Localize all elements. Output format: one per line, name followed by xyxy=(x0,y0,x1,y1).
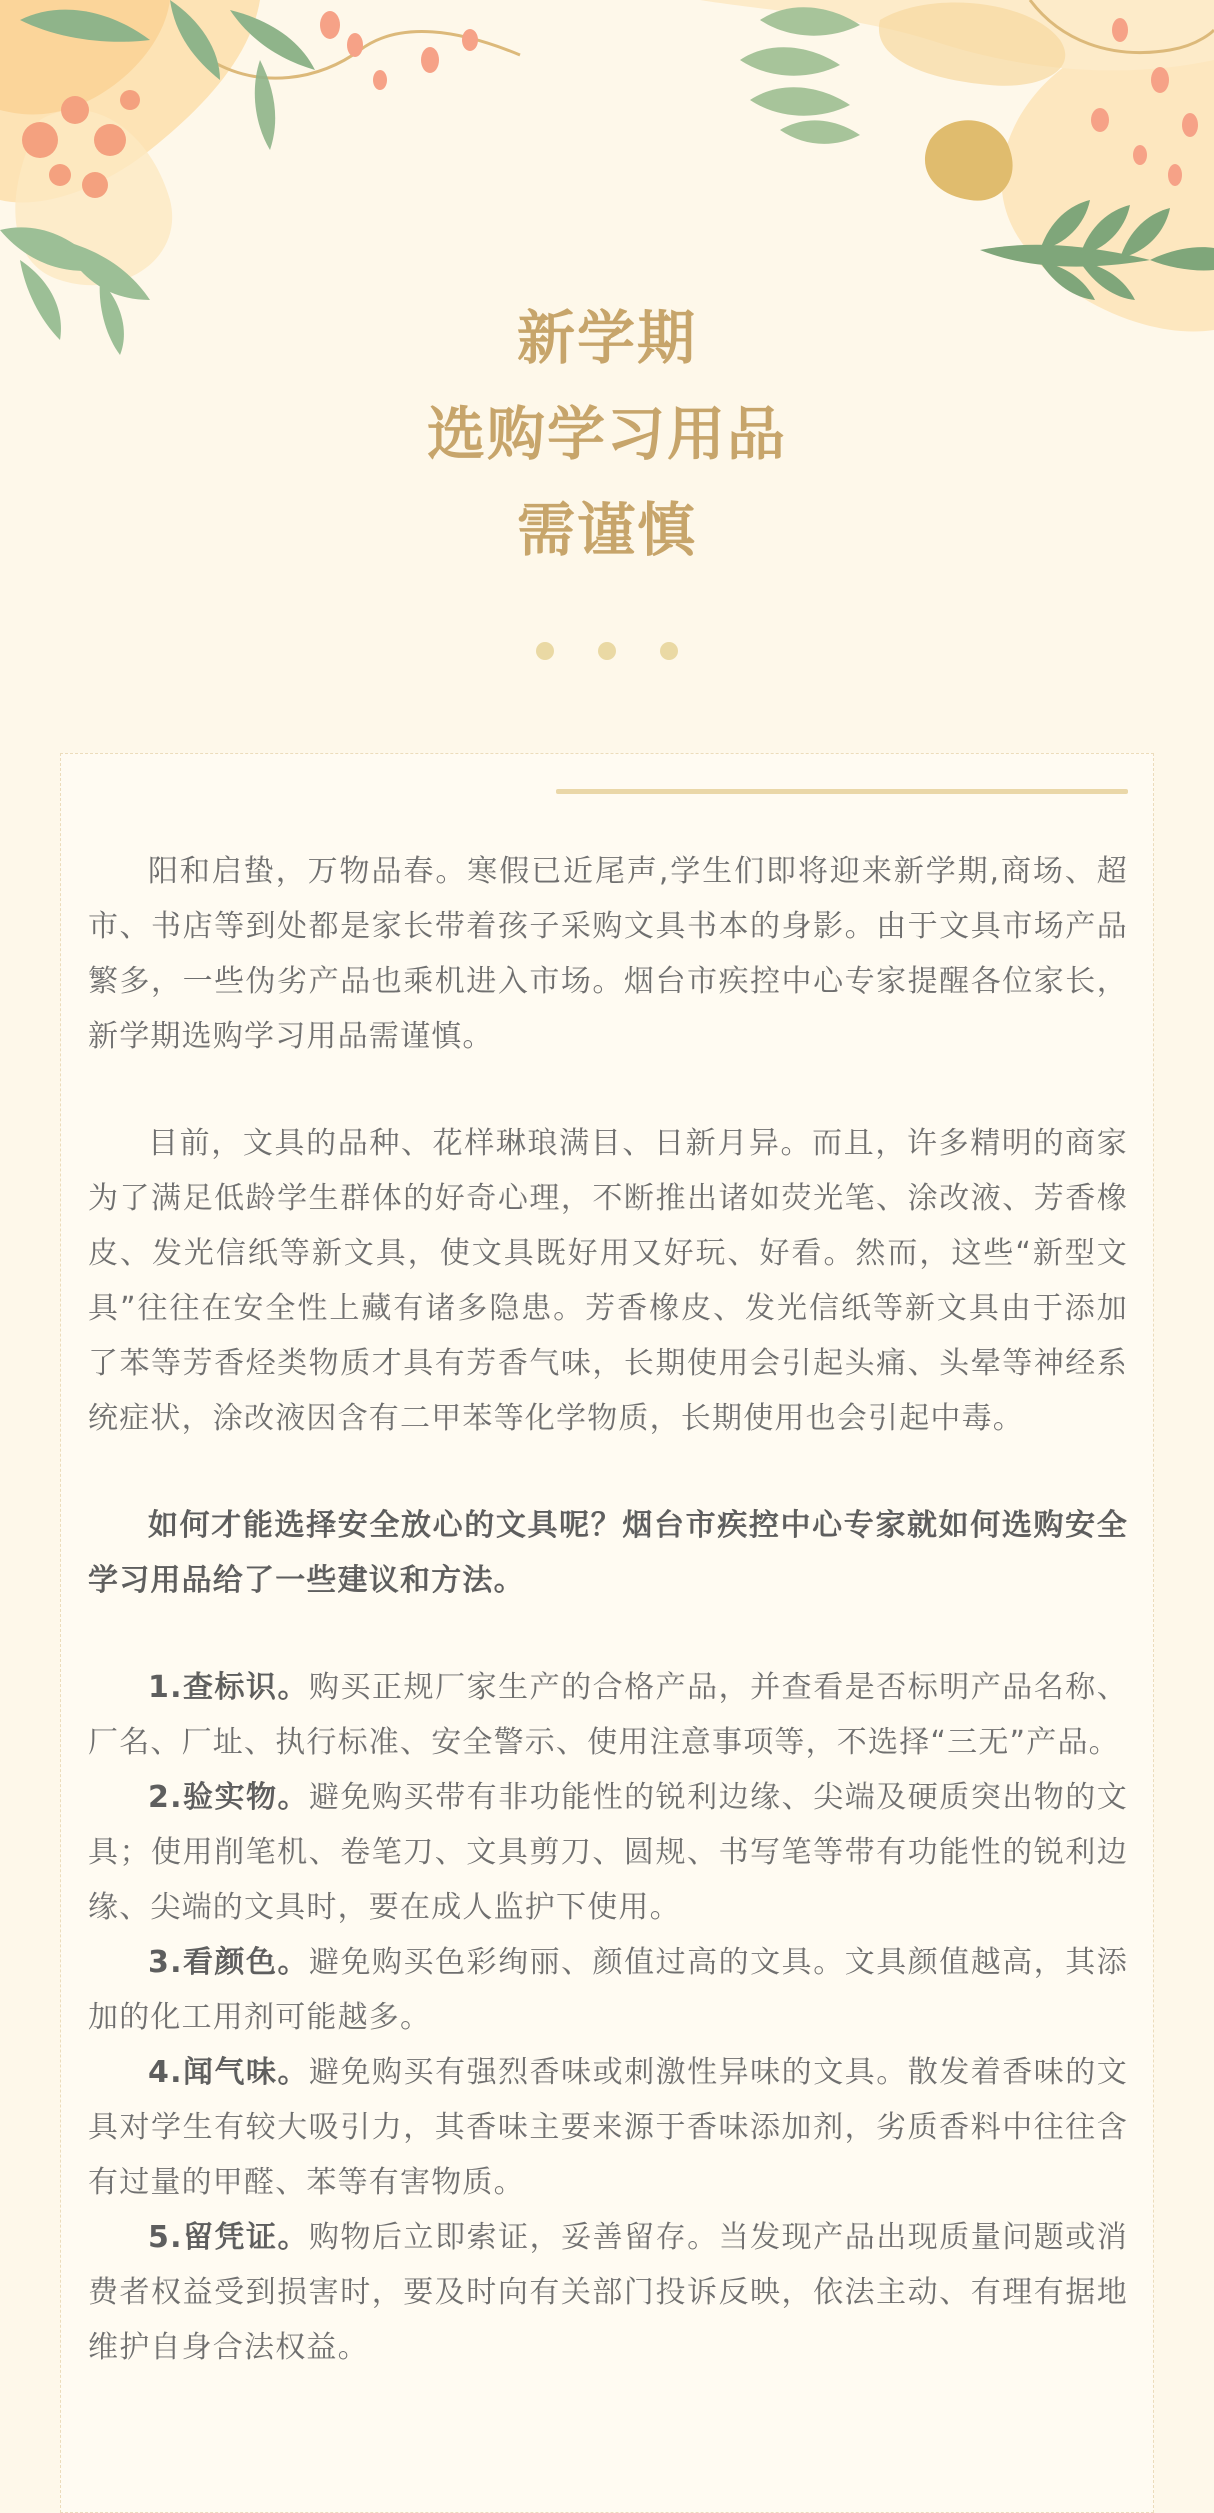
header-banner xyxy=(0,0,1214,720)
paragraph-hazards: 目前，文具的品种、花样琳琅满目、日新月异。而且，许多精明的商家为了满足低龄学生群体的好奇心理，不断推出诸如荧光笔、涂改液、芳香橡皮、发光信纸等新文具，使文具既好用又好玩、好看。然而，这些“新型文具”往往在安全性上藏有诸多隐患。芳香橡皮、发光信纸等新文具由于添加了苯等芳香烃类物质才具有芳香气味，长期使用会引起头痛、头晕等神经系统症状，涂改液因含有二甲苯等化学物质，长期使用也会引起中毒。 xyxy=(88,1126,1128,1436)
tip-text: 购买正规厂家生产的合格产品，并查看是否标明产品名称、厂名、厂址、执行标准、安全警示、使用注意事项等，不选择“三无”产品。 xyxy=(88,1670,1128,1760)
paragraph-intro: 阳和启蛰，万物品春。寒假已近尾声,学生们即将迎来新学期,商场、超市、书店等到处都是家长带着孩子采购文具书本的身影。由于文具市场产品繁多，一些伪劣产品也乘机进入市场。烟台市疾控中心专家提醒各位家长，新学期选购学习用品需谨慎。 xyxy=(88,854,1128,1054)
title-line-2: 选购学习用品 xyxy=(426,400,787,468)
tip-label: 2.验实物。 xyxy=(148,1780,310,1815)
tip-item xyxy=(88,1770,1128,1935)
dot-icon xyxy=(536,642,554,660)
article-body xyxy=(88,844,1128,2375)
accent-divider xyxy=(556,789,1128,794)
article-card xyxy=(60,753,1154,2513)
tip-text: 避免购买有强烈香味或刺激性异味的文具。散发着香味的文具对学生有较大吸引力，其香味主要来源于香味添加剂，劣质香料中往往含有过量的甲醛、苯等有害物质。 xyxy=(88,2055,1128,2200)
title-line-3: 需谨慎 xyxy=(516,496,697,564)
tip-label: 1.查标识。 xyxy=(148,1670,310,1705)
tip-item xyxy=(88,2210,1128,2375)
tip-text: 购物后立即索证，妥善留存。当发现产品出现质量问题或消费者权益受到损害时，要及时向有关部门投诉反映，依法主动、有理有据地维护自身合法权益。 xyxy=(88,2220,1128,2365)
tip-label: 4.闻气味。 xyxy=(148,2055,310,2090)
tip-label: 5.留凭证。 xyxy=(148,2220,310,2255)
tip-item xyxy=(88,1660,1128,1770)
tip-text: 避免购买色彩绚丽、颜值过高的文具。文具颜值越高，其添加的化工用剂可能越多。 xyxy=(88,1945,1128,2035)
decorative-dots xyxy=(536,642,678,662)
tip-item xyxy=(88,2045,1128,2210)
tip-text: 避免购买带有非功能性的锐利边缘、尖端及硬质突出物的文具；使用削笔机、卷笔刀、文具剪刀、圆规、书写笔等带有功能性的锐利边缘、尖端的文具时，要在成人监护下使用。 xyxy=(88,1780,1128,1925)
tip-label: 3.看颜色。 xyxy=(148,1945,310,1980)
title-line-1: 新学期 xyxy=(516,304,697,372)
page-title xyxy=(0,290,1214,578)
dot-icon xyxy=(660,642,678,660)
tip-item xyxy=(88,1935,1128,2045)
dot-icon xyxy=(598,642,616,660)
paragraph-question: 如何才能选择安全放心的文具呢？烟台市疾控中心专家就如何选购安全学习用品给了一些建议和方法。 xyxy=(88,1508,1128,1598)
